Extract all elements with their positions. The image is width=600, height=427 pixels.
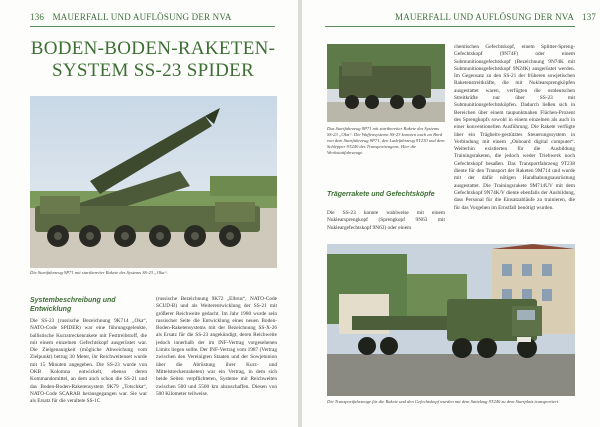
launcher-photo-caption: Die Startfahrzeug 9P71 mit startbereiter Rakete des Systems SS-23 „Oka“. xyxy=(30,270,169,275)
section-heading-missile: Trägerrakete und Gefechtsköpfe xyxy=(327,191,435,198)
left-page xyxy=(0,0,298,427)
transport-photo xyxy=(327,244,575,396)
left-column-1 xyxy=(30,318,147,418)
column-photo-caption: Das Startfahrzeug 9P71 mit startbereiter Rakete des Systems SS-23 „Oka“. Die Waffensysteme SS-23 konnten auch an Bord von dem Startfahrzeug 9P71, den Ladefahrzeug 9T230 und dem Schlepper 9T240 des Transportwagens. Hier die Werkstattfahrzeuge. xyxy=(327,126,445,155)
right-page xyxy=(302,0,600,427)
page-title-text: BODEN-BODEN-RAKETEN-SYSTEM SS-23 SPIDER xyxy=(30,38,276,81)
left-column-2-text: (russische Bezeichnung 9K72 „Elbrus“, NATO-Code SCUD-B) und als Weiterentwicklung der SS-21 mit größerer Reichweite gedacht. Im Jahr 1980 wurde sein russischer Seite die Entwicklung eines neuen Boden-Boden-Raketensystems mit der Bezeichnung SS-X-26 als Ersatz für die SS-23 angekündigt, deren Reichweite jedoch innerhalb der im INF-Vertrag vorgesehenen Limits liegen sollte. Der INF-Vertrag vom 1987 (Vertrag zwischen den Vereinigten Staaten und der Sowjetunion über die Abrüstung ihrer Kurz- und Mittelstreckenraketen) war ein Vertrag, in dem sich beide Seiten verpflichteten, Systeme mit Reichweiten zwischen 500 und 5500 km abzuschaffen. Diesen von 500 Kilometer teilweise. xyxy=(156,296,277,397)
column-photo xyxy=(327,44,445,122)
right-header-rule xyxy=(325,26,575,27)
right-text-left xyxy=(327,210,445,240)
right-page-number: 137 xyxy=(582,12,597,22)
left-running-title: MAUERFALL UND AUFLÖSUNG DER NVA xyxy=(52,12,232,22)
left-header-rule xyxy=(30,26,275,27)
column-photo-image xyxy=(327,44,445,122)
left-page-number: 136 xyxy=(30,12,45,22)
launcher-photo xyxy=(30,96,277,268)
page-title xyxy=(28,38,278,82)
right-column-text: chemischen Gefechtskopf, einem Splitter-Spreng-Gefechtskopf (9N74F) oder einem Submunitionsgefechtskopf (Bezeichnung 9N74K mit Submunitionsgefechtskopf 9N24K) ausgerüstet werden. Im Gegensatz zu den SS-21 der früheren sowjetischen Raketenstreitkräfte, die mit Nuklearsprengköpfen ausgestattet waren, verfügten die ostdeutschen Streitkräfte nur über SS-23 mit Submunitionsgefechtsköpfen. Dadurch ließen sich in Bereichen über einem taupunktnahen Flächen-Prozent des Sprengkopfs sowohl in einem einzelnen als auch in einer konventionellen Ausführung. Die Rakete verfügte über ein Trägheits-gestütztes Steuerungssystem in Verbindung mit einem „Onboard digital computer“. Weiterhin existierten für die Ausbildung Trainingsraketen, die jedoch weder Triebwerk noch Gefechtskopf besaßen. Das Transportfahrzeug 9T238 diente für den Transport der Raketen 9M714 und wurde mit der dafür nötigen Handhabungsausrüstung ausgestattet. Die Trainingsrakete 9M714UV mit dem Gefechtskopf 9N74K/V diente ebenfalls der Ausbildung, dass Personal für die Einsatzabläufe zu trainieren, die für das Vorgehen im Ernstfall benötigt wurden. xyxy=(454,44,575,211)
left-running-head xyxy=(30,12,232,26)
right-running-head xyxy=(395,12,596,26)
right-running-title: MAUERFALL UND AUFLÖSUNG DER NVA xyxy=(395,12,574,22)
launcher-photo-image xyxy=(30,96,277,268)
left-column-1-text: Die SS-23 (russische Bezeichnung 9K714 „Oka“, NATO-Code SPIDER) war eine führungsgelenkte, ballistische Kurzstreckenrakete mit Festtreibstoff, die mit einem einzelnen Gefechtskopf ausgerüstet war. Die Zielgenauigkeit (mögliche Abweichung vom Zielpunkt) betrug 30 Meter, ihr Reichweitenset wurde mit 15 Minuten angegeben. Die SS-23 wurde von OKB Kolomna entwickelt, ebenso deren Kommandomittel, an dem auch schon die SS-21 und das Boden-Boden-Raketensystem 9K79 „Totschka“, NATO-Code SCARAB herausgegangen war. Sie war als Ersatz für die veraltete SS-1C xyxy=(30,318,147,405)
transport-photo-image xyxy=(327,244,575,396)
section-heading-system: Systembeschreibung und Entwicklung xyxy=(30,297,116,313)
transport-photo-caption: Die Transportfahrzeuge für die Rakete und den Gefechtskopf wurden mit dem Sattelzug 9T240 zu dem Startplatz transportiert. xyxy=(327,399,560,404)
right-text-left-content: Die SS-23 konnte wahlweise mit einem Nuklearsprengkopf (Sprengkopf 9N63 mit Nukleargefechtskopf 9N63) oder einem xyxy=(327,210,445,231)
left-column-2 xyxy=(156,296,277,418)
right-column xyxy=(454,44,575,240)
